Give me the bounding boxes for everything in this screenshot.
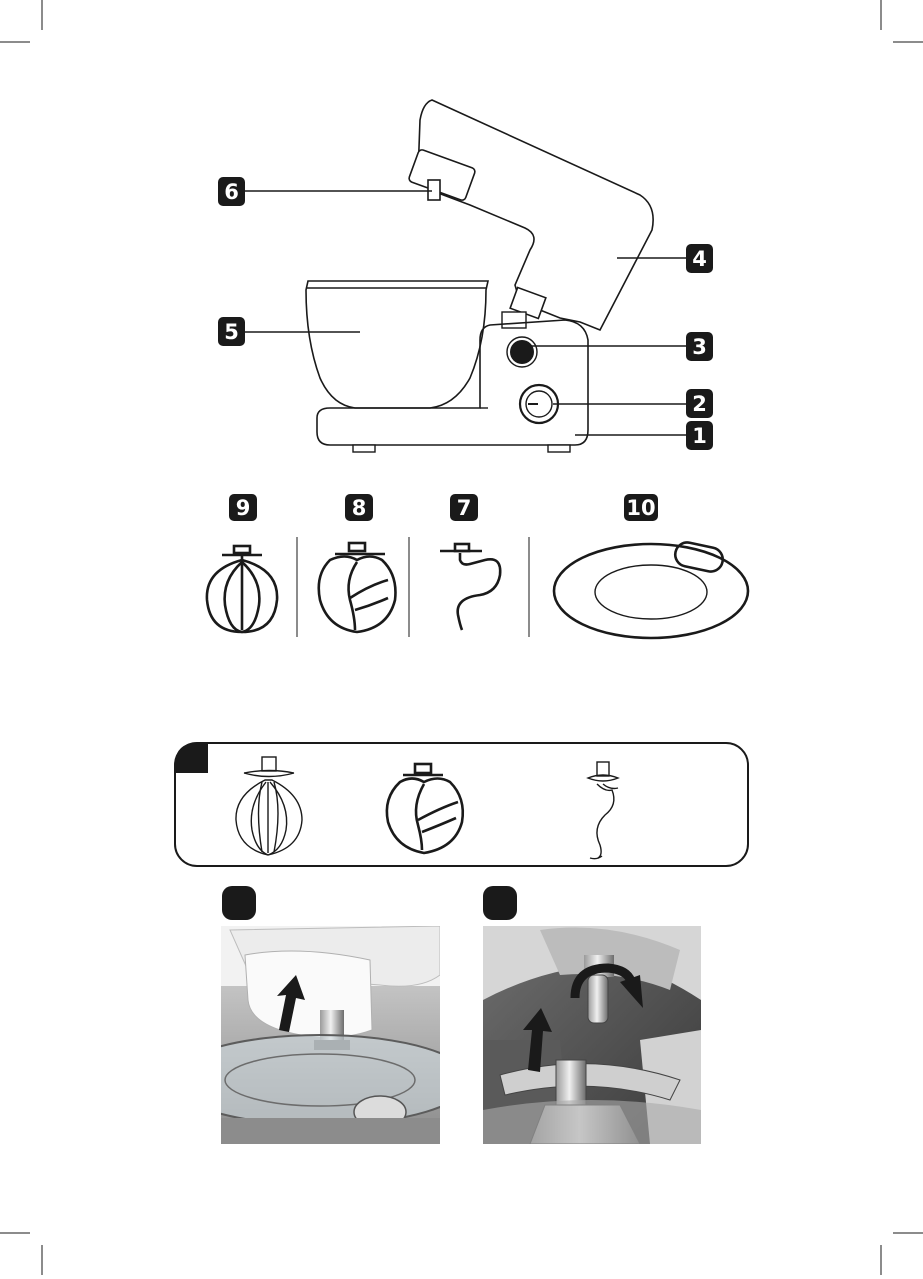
callout-9-text: 9 xyxy=(235,496,251,520)
callout-1 xyxy=(686,421,713,450)
flat-beater-drawing xyxy=(319,543,396,632)
callout-6 xyxy=(218,177,245,206)
callout-5-text: 5 xyxy=(224,320,239,344)
leader-lines xyxy=(245,191,686,435)
stand-mixer-drawing xyxy=(306,100,653,452)
callout-8 xyxy=(345,494,373,521)
bowl-outline xyxy=(306,281,488,408)
callout-7 xyxy=(450,494,478,521)
callout-6-text: 6 xyxy=(224,180,239,204)
mixer-body-outline xyxy=(317,320,588,445)
callout-2 xyxy=(686,389,713,418)
step-marker-b xyxy=(222,886,256,920)
callout-10-text: 10 xyxy=(626,496,656,520)
dough-hook-drawing xyxy=(440,544,500,630)
photo-step-c xyxy=(483,926,701,1144)
attachments-step-box xyxy=(175,743,748,866)
callout-1-text: 1 xyxy=(692,424,707,448)
whisk-drawing xyxy=(207,546,277,632)
photo-step-b xyxy=(170,926,470,1144)
callout-5 xyxy=(218,317,245,346)
callout-10 xyxy=(624,494,658,521)
drive-shaft xyxy=(428,180,440,200)
callout-4 xyxy=(686,244,713,273)
callout-9 xyxy=(229,494,257,521)
step-marker-c xyxy=(483,886,517,920)
callout-7-text: 7 xyxy=(456,496,472,520)
callout-8-text: 8 xyxy=(351,496,367,520)
callout-2-text: 2 xyxy=(692,392,707,416)
drive-shaft-hub xyxy=(408,149,476,201)
step-marker-a xyxy=(175,743,208,773)
tilt-release-button xyxy=(510,340,534,364)
callout-4-text: 4 xyxy=(692,247,707,271)
callout-3 xyxy=(686,332,713,361)
callout-3-text: 3 xyxy=(692,335,707,359)
splash-guard-drawing xyxy=(554,540,748,638)
